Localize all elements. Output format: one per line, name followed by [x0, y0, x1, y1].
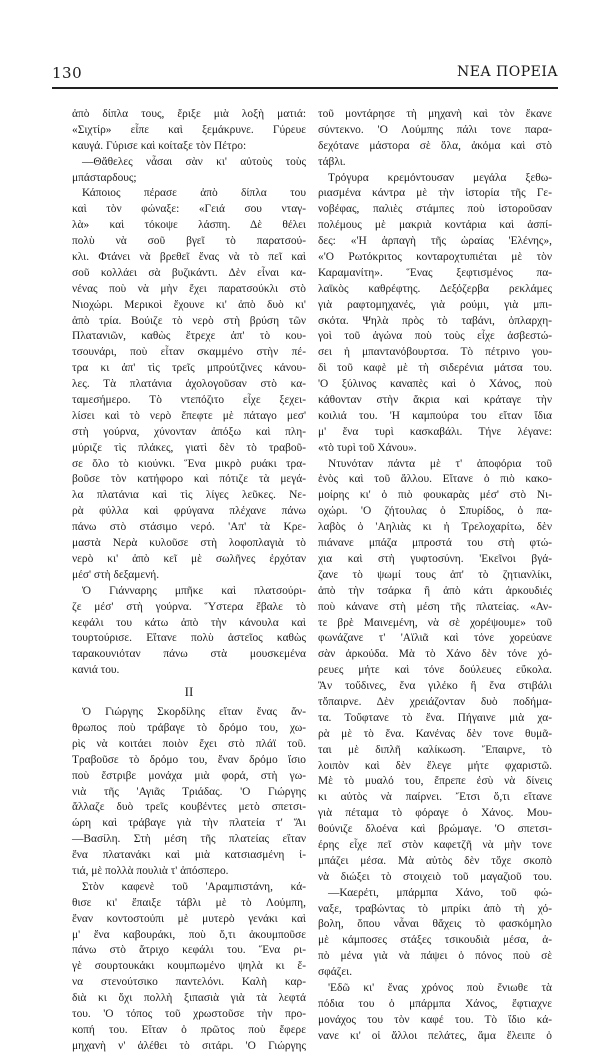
text-line: πάνω στὸ στάσιμο νερό. 'Απ' τὰ Κρε- — [72, 521, 306, 534]
text-line: στὴ γούρνα, χύνονταν ἀπόξω καὶ πλη- — [72, 425, 306, 438]
text-line: —Θἄθελες νἆσαι σὰν κι' αὐτοὺς τοὺς — [82, 155, 306, 168]
text-line: —Βασίλη. Στὴ μέση τῆς πλατείας εἴταν — [72, 833, 306, 846]
text-line: τάβλι. — [318, 155, 346, 168]
text-line: ρὰ φύλλα καὶ φρύγανα πλέχανε πάνω — [72, 505, 306, 518]
text-line: μονάχος του τὸν καφέ του. Τὸ ἴδιο κά- — [318, 1013, 552, 1026]
text-line: τρα κι ἀπ' τὶς τρεῖς μπρούτζινες κάνου- — [72, 362, 306, 375]
text-line: κι αὐτὸς νὰ παίρνει. Ἔτσι ὅ,τι εἴτανε — [318, 791, 552, 804]
text-line: νὰ διώξει τὸ στοιχειὸ τοῦ μαγαζιοῦ του. — [318, 870, 552, 883]
text-line: λοιπὸν καὶ δὲν ἔλεγε μήτε φχαριστῶ. — [318, 759, 552, 772]
text-line: μαστὰ Νερὰ κυλοῦσε στὴ λοφοπλαγιὰ τὸ — [72, 537, 306, 550]
text-line: γιὰ ραφτομηχανές, γιὰ ρούμι, γιὰ μπι- — [318, 298, 552, 311]
text-line: να στενούτσικο παντελόνι. Καλὴ καρ- — [72, 976, 306, 989]
text-line: γιὰ πέταμα τὸ φόραγε ὁ Χάνος. Μου- — [318, 807, 552, 820]
text-line: διὰ κι ὄχι πολλὴ ξιπασιὰ γιὰ τὰ λεφτά — [72, 992, 306, 1005]
left-column — [72, 107, 306, 1055]
text-line: Πλατανιῶν, καθὼς ἔτρεχε ἀπ' τὸ κου- — [72, 330, 306, 343]
text-line: Στὸν καφενὲ τοῦ 'Αραμπιστάνη, κά- — [82, 880, 306, 893]
text-line: ἀπὸ δίπλα τους, ἔριξε μιὰ λοξὴ ματιά: — [72, 108, 306, 120]
text-line: έρης εἶχε πεῖ στὸν καφετζῆ νὰ μὴν τονε — [318, 838, 552, 851]
text-line: κοπή του. Εἴταν ὁ πρῶτος ποὺ ἔφερε — [72, 1023, 306, 1036]
text-line: λὰ» καὶ τόκοψε λάσπη. Δὲ θέλει — [72, 219, 306, 232]
text-line: δες: «'Η ἁρπαγὴ τῆς ὡραίας 'Ελένης», — [318, 235, 552, 248]
text-line: 'Ο ξύλινος καναπὲς καὶ ὁ Χάνος, ποὺ — [318, 378, 552, 391]
text-line: σὰν ἀρκούδα. Μὰ τὸ Χάνο δὲν τόνε χό- — [318, 648, 552, 661]
text-line: κάθονταν στὴν ἄκρια καὶ κράταγε τὴν — [318, 394, 552, 407]
text-line: ναξε, τραβώντας τὸ μπρίκι ἀπὸ τὴ χό- — [318, 902, 552, 915]
text-line: δεχότανε μάστορα σὲ ὅλα, ἀκόμα καὶ στὸ — [318, 139, 552, 152]
text-line: μ' ἕνα καβουράκι, ποὺ ὅ,τι ἀκουμποῦσε — [72, 928, 306, 941]
text-line: Ὁ Γιώργης Σκορδίλης εἴταν ἕνας ἄν- — [82, 706, 306, 719]
section-heading: II — [184, 684, 194, 700]
text-line: μ' ἕνα τυρὶ κασκαβάλι. Τήνε λέγανε: — [318, 425, 552, 438]
text-line: Ὁ Γιάνναρης μπῆκε καὶ πλατσούρι- — [82, 584, 306, 597]
text-line: «τὸ τυρὶ τοῦ Χάνου». — [318, 441, 417, 454]
text-line: Καραμανίτη». Ἕνας ξεφτισμένος πα- — [318, 266, 552, 279]
text-line: τιά, μὲ πολλὰ πουλιὰ τ' ἀπόσπερο. — [72, 864, 229, 877]
text-line: γοὶ τοῦ ἀγώνα ποὺ τοὺς εἶχε ἀσβεστώ- — [318, 330, 552, 343]
text-line: λα πλατάνια καὶ τὶς λίγες λεῦκες. Νε- — [72, 489, 306, 502]
text-line: νανε κι' οἱ ἄλλοι πελάτες, ἅμα ἔλειπε ὁ — [318, 1029, 552, 1042]
text-line: —Καερέτι, μπάρμπα Χάνο, τοῦ φώ- — [328, 886, 552, 899]
text-line: ταμεσήμερο. Τὸ ντεπόζιτο εἶχε ξεχει- — [72, 394, 306, 407]
text-line: μὲ κάμποσες στάξες τσικουδιὰ μέσα, ἀ- — [318, 934, 552, 947]
text-line: θισε κι' ἔπαιξε τάβλι μὲ τὸ Λούμπη, — [72, 896, 306, 909]
text-line: μπάσταρδους; — [72, 171, 137, 184]
text-line: σοῦ κολλάει σὰ βυζικάντι. Δὲν εἶναι κα- — [72, 266, 306, 279]
text-line: σει ἡ μπαντανόβουρτσα. Τὸ πέτρινο γου- — [318, 346, 552, 359]
text-line: βοῦσε τὸν κατήφορο καὶ πότιζε τὰ μεγά- — [72, 473, 306, 486]
text-line: ἕναν κοντοστούπι μὲ μυτερὸ γενάκι καὶ — [72, 912, 306, 925]
text-line: πάνω στὸ ἄτριχο κεφάλι του. Ἕνα ρι- — [72, 944, 306, 957]
text-line: «Σιχτίρ» εἶπε καὶ ξεμάκρυνε. Γύρευε — [72, 123, 306, 136]
text-line: Τρόγυρα κρεμόντουσαν μεγάλα ξεθω- — [328, 171, 552, 184]
text-line: τα. Τοὔφτανε τὸ ἕνα. Πήγαινε μιὰ χα- — [318, 711, 552, 724]
text-line: σφάζει. — [318, 966, 353, 979]
text-line: σύντεκνο. 'Ο Λούμπης πάλι τονε παρα- — [318, 123, 552, 136]
text-line: ἀπὸ τρία. Βούιζε τὸ νερὸ στὴ βρύση τῶν — [72, 314, 306, 327]
text-line: τὄπαιρνε. Δὲν χρειάζονταν δυὸ ποδήμα- — [318, 695, 552, 708]
running-title: ΝΕΑ ΠΟΡΕΙΑ — [457, 64, 558, 80]
text-line: χια καὶ στὴ γυφτοσύνη. 'Εκεῖνοι βγά- — [318, 552, 552, 565]
text-line: μηχανὴ ν' ἀλέθει τὸ σιτάρι. 'Ο Γιώργης — [72, 1039, 306, 1052]
header-rule — [52, 87, 558, 89]
text-line: γὲ σουρτουκάκι κουμπωμένο ψηλὰ κι ἕ- — [72, 960, 306, 973]
text-line: λαϊκὸς καθρέφτης. Δεξόζερβα ρεκλάμες — [318, 282, 552, 295]
text-line: οχώρι. 'Ο ζήτουλας ὁ Σπυρίδος, ὁ πα- — [318, 505, 552, 518]
text-line: «'Ο Ρωτόκριτος κονταροχτυπιέται μὲ τὸν — [318, 251, 552, 264]
text-line: Τραβοῦσε τὸ δρόμο του, ἕναν δρόμο ἴσιο — [72, 753, 306, 766]
text-line: του. 'Ο τόπος τοῦ χρωστοῦσε τὴν προ- — [72, 1007, 306, 1020]
text-line: λες. Τὰ πλατάνια ἀχολογοῦσαν στὸ κα- — [72, 378, 306, 391]
text-line: ται μὲ διπλῆ καλίκωση. Ἔπαιρνε, τὸ — [318, 743, 552, 756]
text-line: τσουνάρι, ποὺ εἶταν σκαμμένο στὴν πέ- — [72, 346, 306, 359]
text-line: πολέμους μὲ μακριὰ κοντάρια καὶ ἀσπί- — [318, 219, 552, 232]
text-line: ἑνὸς καὶ τοῦ ἄλλου. Εἴτανε ὁ πιὸ κακο- — [318, 473, 552, 486]
text-line: Κάποιος πέρασε ἀπὸ δίπλα του — [82, 187, 306, 200]
text-line: ἄλλαζε δυὸ τρεῖς κουβέντες μετὸ σπετσι- — [72, 801, 306, 814]
text-line: ἕνα πλατανάκι καὶ μιὰ κατσιασμένη ἰ- — [72, 849, 306, 862]
text-line: κλι. Φτάνει νὰ βρεθεῖ ἕνας νὰ τὸ πεῖ καὶ — [72, 251, 306, 264]
text-line: καυγά. Γύρισε καὶ κοίταξε τὸν Πέτρο: — [72, 139, 247, 152]
text-line: 'Εδῶ κι' ἕνας χρόνος ποὺ ἔνιωθε τὰ — [328, 981, 552, 994]
text-line: τουρτούρισε. Εἴτανε πολὺ ἀστεῖος καθὼς — [72, 632, 306, 645]
text-line: κανιά του. — [72, 664, 120, 677]
text-line: ρὰ μὲ τὸ ἕνα. Κανένας δὲν τονε θυμᾶ- — [318, 727, 552, 740]
text-line: Νιοχώρι. Μερικοὶ ἔχουνε κι' ἀπὸ δυὸ κι' — [72, 298, 306, 311]
text-line: ποὺ κάνανε στὴ μέση τῆς πλατείας. «Αν- — [318, 600, 552, 613]
text-line: ποὺ ἔστριβε μονάχα μιὰ φορά, στὴ γω- — [72, 769, 306, 782]
text-line: καὶ τὸν φώναξε: «Γειά σου νταγ- — [72, 203, 306, 216]
text-line: Μὲ τὸ μυαλό του, ἔπρεπε ἐσὺ νὰ δίνεις — [318, 775, 552, 788]
text-line: τε βρὲ Μαινεμένη, νὰ σὲ χορέψουμε» τοῦ — [318, 616, 552, 629]
text-line: ώρη καὶ τράβαγε γιὰ τὴν πλατεία τ' Ἅι — [72, 817, 306, 830]
text-line: νερὸ κι' ἀπὸ κεῖ μὲ σωλῆνες ἐρχόταν — [72, 552, 306, 565]
text-line: πὸ μένα γιὰ νὰ πάψει ὁ πόνος ποὺ σὲ — [318, 950, 552, 963]
text-line: δὶ τοῦ καφὲ μὲ τὴ σιδερένια μάτσα του. — [318, 362, 552, 375]
text-line: μύριζε τὶς πλάκες, γιατὶ δὲν τὸ τραβοῦ- — [72, 441, 306, 454]
text-line: νένας ποὺ νὰ μὴν ἔχει παρατσούκλι στὸ — [72, 282, 306, 295]
text-line: ρὶς νὰ κοιτάει ποιὸν ἔχει στὸ πλάϊ τοῦ. — [72, 737, 306, 750]
text-line: ζε μέσ' στὴ γούρνα. Ὕστερα ἔβαλε τὸ — [72, 600, 306, 613]
page-header — [52, 64, 558, 84]
text-line: θρωπος ποὺ τράβαγε τὸ δρόμο του, χω- — [72, 721, 306, 734]
text-line: κοιλιά του. 'Η καμπούρα του εἴταν ἴδια — [318, 409, 552, 422]
text-line: ρευες μήτε καὶ τόνε δούλευες εὔκολα. — [318, 664, 552, 677]
text-line: φωνάζανε τ' 'Αϊλιᾶ καὶ τόνε χορεύανε — [318, 632, 552, 645]
right-column — [318, 107, 552, 1045]
text-line: κεφάλι του κάτω ἀπὸ τὴν κάνουλα καὶ — [72, 616, 306, 629]
text-line: μοίρης κι' ὁ πιὸ φουκαρὰς μέσ' στὸ Νι- — [318, 489, 552, 502]
page-number: 130 — [52, 64, 83, 82]
text-line: βολη, ὅπου νἆναι θἄχεις τὸ φασκόμηλο — [318, 918, 552, 931]
text-line: ριασμένα κάντρα μὲ τὴν ἱστορία τῆς Γε- — [318, 187, 552, 200]
text-line: σε ὅλο τὸ κιούνκι. Ἕνα μικρὸ ρυάκι τρα- — [72, 457, 306, 470]
text-line: μπάζει μέσα. Μὰ αὐτὸς δὲν τὄχε σκοπὸ — [318, 854, 552, 867]
text-line: νοβέφας, παλιὲς στάμπες ποὺ ἱστοροῦσαν — [318, 203, 552, 216]
text-line: Ἂν τοὔδινες, ἕνα γιλέκο ἢ ἕνα στιβάλι — [318, 680, 552, 693]
text-line: πιάνανε μπάζα μπροστά του στὴ φτώ- — [318, 537, 552, 550]
text-line: πόδια του ὁ μπάρμπα Χάνος, ἔφτιαχνε — [318, 997, 552, 1010]
text-line: λαβὸς ὁ 'Αηλιὰς κι ἡ Τρελοχαρίτω, δὲν — [318, 521, 552, 534]
text-line: ἀπὸ τὴν τσάρκα ἢ ἀπὸ κάτι ἀρκουδιές — [318, 584, 552, 597]
text-line: πολὺ νὰ σοῦ βγεῖ τὸ παρατσού- — [72, 235, 306, 248]
text-line: τοῦ μοντάρησε τὴ μηχανὴ καὶ τὸν ἔκανε — [318, 108, 552, 120]
text-line: Ντυνόταν πάντα μὲ τ' ἀποφόρια τοῦ — [328, 457, 552, 470]
text-line: λίσει καὶ τὸ νερὸ ἔπεφτε μὲ πάταγο μεσ' — [72, 409, 306, 422]
text-line: ταρακουνιόταν πάνω στὰ μουσκεμένα — [72, 648, 306, 661]
text-line: νιὰ τῆς 'Αγιᾶς Τριάδας. 'Ο Γιώργης — [72, 785, 306, 798]
text-line: ζανε τὸ ψωμί τους ἀπ' τὸ ζητιανλίκι, — [318, 568, 552, 581]
text-line: θούνιζε δλοένα καὶ βρώμαγε. 'Ο σπετσι- — [318, 823, 552, 836]
text-line: μέσ' στὴ δεξαμενή. — [72, 568, 160, 581]
text-line: σκότα. Ψηλὰ πρὸς τὸ ταβάνι, ὁπλαρχη- — [318, 314, 552, 327]
